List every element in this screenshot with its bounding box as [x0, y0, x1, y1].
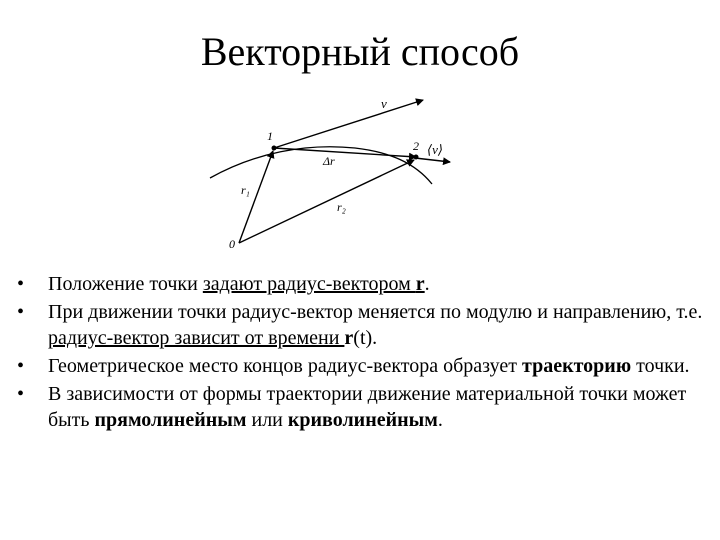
- bullet-dot-icon: •: [17, 355, 25, 377]
- point-1-dot: [272, 146, 277, 151]
- label-v: v: [381, 96, 387, 111]
- bullet-dot-icon: •: [17, 301, 25, 323]
- label-delta-r: Δr: [323, 154, 335, 168]
- bullet-list: [14, 271, 704, 435]
- bullet-dot-icon: •: [17, 383, 25, 405]
- label-r1: r₁: [241, 183, 250, 197]
- bullet-dot-icon: •: [17, 273, 25, 295]
- label-r2: r₂: [337, 200, 346, 214]
- label-v-avg: ⟨v⟩: [427, 142, 443, 157]
- velocity-vector: [274, 100, 423, 148]
- label-point-2: 2: [413, 139, 419, 153]
- label-point-1: 1: [267, 129, 273, 143]
- average-velocity-vector: [415, 158, 450, 162]
- bullet-item: • В зависимости от формы траектории движение материальной точки может быть прямолинейным или криволинейным.: [17, 383, 687, 431]
- slide-title: Векторный способ: [200, 29, 520, 74]
- trajectory-curve: [210, 147, 432, 184]
- kinematics-diagram: [195, 78, 455, 268]
- underlined-phrase: радиус-вектор зависит от времени: [48, 327, 345, 349]
- bullet-item: • Геометрическое место концов радиус-вектора образует траекторию точки.: [17, 355, 690, 377]
- bullet-item: • При движении точки радиус-вектор меняется по модулю и направлению, т.е. радиус-вектор зависит от времени r(t).: [17, 301, 703, 349]
- point-2-dot: [414, 155, 419, 160]
- label-origin: 0: [229, 237, 235, 251]
- delta-r-vector: [274, 148, 416, 157]
- bullet-item: • Положение точки задают радиус-вектором r.: [17, 273, 430, 295]
- underlined-phrase: задают радиус-вектором r: [202, 273, 425, 295]
